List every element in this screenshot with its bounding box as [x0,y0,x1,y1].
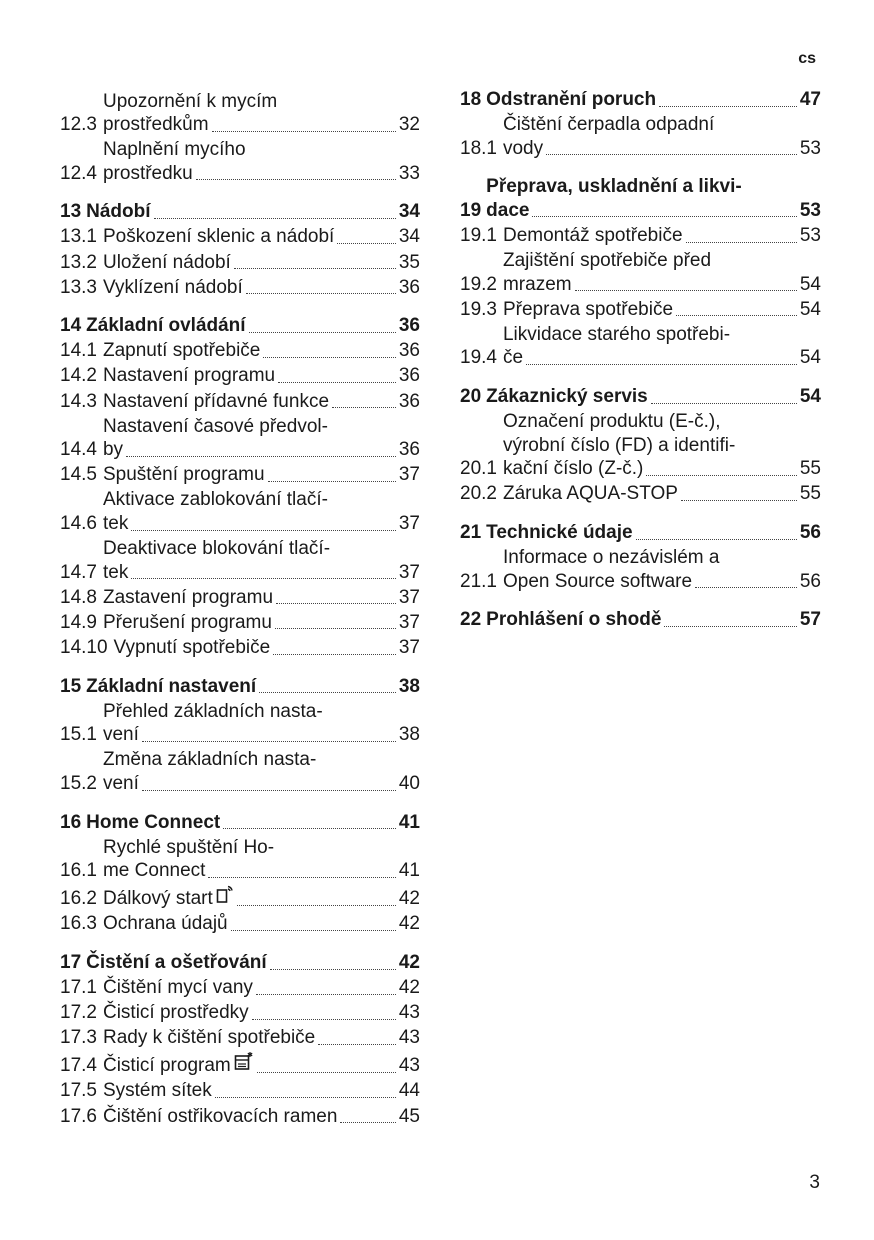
toc-entry-18-1[interactable] [460,113,821,160]
toc-entry-title: vení [102,724,139,746]
toc-entry-14-7[interactable] [60,537,420,584]
toc-entry-number: 18.1 [460,137,497,159]
toc-entry-number: 14.2 [60,365,97,387]
toc-entry-page: 42 [398,952,420,973]
toc-entry-number: 19.4 [460,347,497,369]
toc-entry-page: 42 [398,888,420,910]
dot-leader [318,1044,396,1045]
dot-leader [532,216,796,217]
dot-leader [208,877,395,878]
toc-entry-number: 16.3 [60,913,97,935]
toc-entry-title: Systém sítek [102,1080,212,1102]
dot-leader [256,994,396,995]
toc-entry-number: 22 [460,609,482,631]
toc-entry-title: Základní ovládání [86,315,246,337]
toc-entry-13-2[interactable] [60,251,420,275]
toc-entry-13-3[interactable] [60,276,420,300]
toc-entry-19[interactable] [460,175,821,222]
toc-entry-17-2[interactable] [60,1001,420,1025]
toc-entry-title: Zákaznický servis [486,386,648,408]
toc-entry-title: prostředkům [102,114,209,136]
toc-entry-title: Open Source software [502,570,693,592]
toc-entry-title: Přeprava spotřebiče [502,298,674,320]
dot-leader [651,403,797,404]
dot-leader [249,332,396,333]
toc-entry-number: 14.9 [60,611,97,633]
toc-entry-title: Demontáž spotřebiče [502,224,683,246]
language-code: cs [798,50,816,67]
toc-entry-title: Čištění čerpadla odpadní [502,114,715,136]
toc-entry-number: 17.1 [60,977,97,999]
toc-entry-title: Upozornění k mycím [102,90,278,112]
toc-entry-title: Rady k čištění spotřebiče [102,1027,316,1049]
toc-entry-title: mrazem [502,273,572,295]
machine-care-icon [234,1051,254,1078]
toc-entry-14-1[interactable] [60,339,420,363]
toc-entry-title: Informace o nezávislém a [502,547,720,569]
toc-entry-number: 20.2 [460,483,497,505]
dot-leader [676,315,797,316]
toc-entry-page: 44 [398,1080,420,1102]
toc-entry-title: Prohlášení o shodě [486,609,662,631]
toc-entry-number: 14.8 [60,586,97,608]
toc-entry-page: 32 [398,114,420,136]
toc-entry-number: 14.4 [60,439,97,461]
dot-leader [268,481,396,482]
dot-leader [332,407,396,408]
toc-entry-17-1[interactable] [60,976,420,1000]
toc-entry-page: 36 [398,390,420,412]
toc-entry-page: 36 [398,439,420,461]
toc-entry-22[interactable] [460,608,821,632]
toc-entry-number: 12.4 [60,162,97,184]
dot-leader [223,828,396,829]
toc-entry-title: Nastavení časové předvol- [102,415,328,437]
toc-entry-number: 17.5 [60,1080,97,1102]
toc-entry-title: tek [102,561,129,583]
toc-entry-page: 36 [398,315,420,337]
toc-entry-number: 17.6 [60,1105,97,1127]
toc-entry-title: výrobní číslo (FD) a identifi- [502,434,736,456]
toc-entry-page: 45 [398,1105,420,1127]
toc-entry-number: 17.4 [60,1055,97,1077]
toc-entry-14[interactable] [60,314,420,338]
dot-leader [246,293,396,294]
toc-entry-number: 19.2 [460,273,497,295]
toc-column-right [460,88,821,632]
toc-entry-title: Nastavení programu [102,365,276,387]
dot-leader [526,364,797,365]
dot-leader [212,131,396,132]
toc-entry-number: 15.2 [60,772,97,794]
toc-entry-20-2[interactable] [460,482,821,506]
toc-entry-number: 17.2 [60,1002,97,1024]
toc-entry-page: 41 [398,860,420,882]
dot-leader [234,268,396,269]
dot-leader [231,930,396,931]
toc-entry-12-4[interactable] [60,138,420,185]
toc-entry-number: 16.1 [60,860,97,882]
toc-entry-page: 36 [398,365,420,387]
toc-entry-page: 43 [398,1002,420,1024]
dot-leader [278,382,396,383]
toc-entry-title: Zastavení programu [102,586,274,608]
dot-leader [275,628,396,629]
dot-leader [196,179,396,180]
toc-entry-title: tek [102,513,129,534]
toc-entry-15-1[interactable] [60,700,420,747]
toc-entry-title: by [102,439,124,461]
dot-leader [142,741,396,742]
toc-entry-15[interactable] [60,675,420,699]
toc-entry-number: 13.1 [60,226,97,248]
toc-entry-page: 57 [799,609,821,631]
toc-column-left [60,88,420,1128]
dot-leader [142,790,396,791]
dot-leader [259,692,396,693]
dot-leader [659,106,797,107]
toc-entry-21[interactable] [460,521,821,545]
toc-entry-14-9[interactable] [60,611,420,635]
toc-entry-page: 37 [398,636,420,658]
toc-entry-page: 42 [398,977,420,999]
toc-entry-page: 37 [398,513,420,534]
dot-leader [681,500,797,501]
toc-entry-page: 41 [398,811,420,833]
remote-start-icon [216,884,234,911]
toc-entry-number: 19.3 [460,298,497,320]
toc-entry-number: 17.3 [60,1027,97,1049]
toc-entry-page: 47 [799,89,821,110]
toc-entry-number: 13 [60,201,82,223]
toc-entry-number: 15 [60,675,82,697]
toc-entry-title: Změna základních nasta- [102,749,317,771]
toc-entry-14-2[interactable] [60,364,420,388]
toc-entry-number: 13.2 [60,251,97,273]
toc-entry-number: 16 [60,811,82,833]
toc-entry-12-3[interactable] [60,90,420,137]
toc-entry-number: 13.3 [60,276,97,298]
toc-entry-number: 21 [460,522,482,543]
toc-entry-page: 53 [799,199,821,221]
dot-leader [126,456,396,457]
toc-entry-title: Technické údaje [486,522,633,543]
toc-entry-title: Základní nastavení [86,675,257,697]
toc-entry-title: Čištění ostřikovacích ramen [102,1105,338,1127]
dot-leader [252,1019,396,1020]
toc-entry-page: 53 [799,137,821,159]
toc-entry-number: 17 [60,952,82,973]
toc-entry-14-6[interactable] [60,488,420,535]
dot-leader [575,290,797,291]
toc-entry-page: 34 [398,226,420,248]
toc-entry-title: Odstranění poruch [486,89,657,110]
toc-entry-title: vody [502,137,544,159]
toc-entry-title: Rychlé spuštění Ho- [102,836,275,858]
toc-entry-title: Poškození sklenic a nádobí [102,226,335,248]
toc-entry-title: Označení produktu (E-č.), [502,411,721,433]
toc-entry-number: 21.1 [460,570,497,592]
toc-entry-number: 19 [460,199,482,221]
toc-entry-19-4[interactable] [460,323,821,370]
toc-entry-number: 16.2 [60,888,97,910]
dot-leader [131,530,396,531]
toc-entry-number: 18 [460,89,482,110]
dot-leader [263,357,396,358]
toc-entry-title: Spuštění programu [102,464,265,486]
toc-entry-21-1[interactable] [460,546,821,593]
toc-entry-page: 56 [799,570,821,592]
dot-leader [636,539,797,540]
dot-leader [237,905,396,906]
toc-entry-number: 12.3 [60,114,97,136]
toc-entry-page: 38 [398,675,420,697]
dot-leader [664,626,796,627]
toc-entry-title: me Connect [102,860,206,882]
dot-leader [276,603,396,604]
toc-entry-title: Aktivace zablokování tlačí- [102,489,328,511]
toc-entry-title: Zajištění spotřebiče před [502,250,712,272]
toc-entry-title: Čisticí prostředky [102,1002,249,1024]
dot-leader [340,1122,395,1123]
toc-entry-title: Přeprava, uskladnění a likvi- [486,176,742,198]
toc-entry-number: 14.3 [60,390,97,412]
toc-entry-13-1[interactable] [60,225,420,249]
page-number: 3 [809,1172,820,1193]
dot-leader [337,243,396,244]
toc-entry-number: 14.7 [60,561,97,583]
toc-entry-14-5[interactable] [60,463,420,487]
dot-leader [215,1097,396,1098]
dot-leader [695,587,797,588]
toc-entry-number: 14.5 [60,464,97,486]
toc-entry-title: Ochrana údajů [102,913,228,935]
toc-entry-15-2[interactable] [60,748,420,795]
toc-entry-16-2[interactable] [60,884,420,911]
toc-entry-title: dace [486,199,530,221]
toc-entry-page: 37 [398,611,420,633]
toc-entry-title: Přerušení programu [102,611,272,633]
toc-entry-page: 42 [398,913,420,935]
dot-leader [270,969,396,970]
toc-entry-page: 36 [398,340,420,362]
toc-entry-page: 35 [398,251,420,273]
toc-entry-13[interactable] [60,200,420,224]
toc-entry-page: 56 [799,522,821,543]
toc-entry-title: vení [102,772,139,794]
toc-entry-title: Nádobí [86,201,151,223]
toc-entry-number: 14.1 [60,340,97,362]
toc-entry-page: 54 [799,347,821,369]
toc-entry-page: 40 [398,772,420,794]
toc-entry-title: če [502,347,524,369]
toc-entry-title: Deaktivace blokování tlačí- [102,538,331,560]
toc-entry-19-2[interactable] [460,249,821,296]
toc-entry-page: 34 [398,201,420,223]
toc-entry-number: 20.1 [460,458,497,480]
toc-entry-title: Zapnutí spotřebiče [102,340,261,362]
toc-entry-page: 37 [398,561,420,583]
toc-entry-title: Vyklízení nádobí [102,276,243,298]
toc-entry-page: 54 [799,298,821,320]
toc-entry-14-8[interactable] [60,586,420,610]
toc-entry-17-3[interactable] [60,1026,420,1050]
toc-entry-title: Nastavení přídavné funkce [102,390,330,412]
toc-entry-14-10[interactable] [60,636,420,660]
toc-entry-page: 33 [398,162,420,184]
dot-leader [646,475,796,476]
toc-entry-page: 54 [799,273,821,295]
toc-entry-title: Přehled základních nasta- [102,700,323,722]
dot-leader [273,654,396,655]
toc-entry-19-3[interactable] [460,298,821,322]
dot-leader [131,578,396,579]
toc-entry-number: 14.10 [60,636,108,658]
toc-entry-number: 19.1 [460,224,497,246]
toc-entry-page: 53 [799,224,821,246]
dot-leader [154,218,396,219]
toc-entry-page: 55 [799,458,821,480]
toc-entry-title: Čištění mycí vany [102,977,253,999]
toc-entry-17-6[interactable] [60,1105,420,1129]
toc-entry-title: Vypnutí spotřebiče [113,636,271,658]
toc-entry-14-4[interactable] [60,415,420,462]
toc-entry-title: Naplnění mycího [102,139,246,161]
toc-entry-17-4[interactable] [60,1051,420,1078]
toc-entry-page: 55 [799,483,821,505]
toc-entry-16-1[interactable] [60,836,420,883]
toc-entry-16-3[interactable] [60,912,420,936]
toc-entry-page: 43 [398,1027,420,1049]
toc-entry-page: 37 [398,586,420,608]
toc-entry-title: prostředku [102,162,193,184]
toc-entry-page: 54 [799,386,821,408]
toc-entry-number: 20 [460,386,482,408]
toc-entry-title: Dálkový start [102,888,213,910]
dot-leader [686,242,797,243]
toc-entry-14-3[interactable] [60,390,420,414]
toc-entry-19-1[interactable] [460,224,821,248]
toc-entry-17[interactable] [60,951,420,975]
toc-entry-page: 43 [398,1055,420,1077]
toc-entry-number: 14 [60,315,82,337]
toc-entry-title: Home Connect [86,811,221,833]
toc-entry-title: Čisticí program [102,1055,231,1077]
toc-entry-title: Čistění a ošetřování [86,952,267,973]
toc-entry-20-1[interactable] [460,410,821,481]
dot-leader [257,1072,396,1073]
toc-entry-title: kační číslo (Z-č.) [502,458,644,480]
toc-entry-page: 37 [398,464,420,486]
toc-entry-page: 38 [398,724,420,746]
toc-entry-number: 14.6 [60,513,97,534]
toc-entry-18[interactable] [460,88,821,112]
toc-entry-page: 36 [398,276,420,298]
toc-entry-title: Likvidace starého spotřebi- [502,323,731,345]
toc-entry-title: Záruka AQUA-STOP [502,483,678,505]
toc-entry-20[interactable] [460,385,821,409]
toc-entry-16[interactable] [60,811,420,835]
toc-entry-number: 15.1 [60,724,97,746]
toc-entry-17-5[interactable] [60,1079,420,1103]
toc-entry-title: Uložení nádobí [102,251,231,273]
dot-leader [546,154,797,155]
